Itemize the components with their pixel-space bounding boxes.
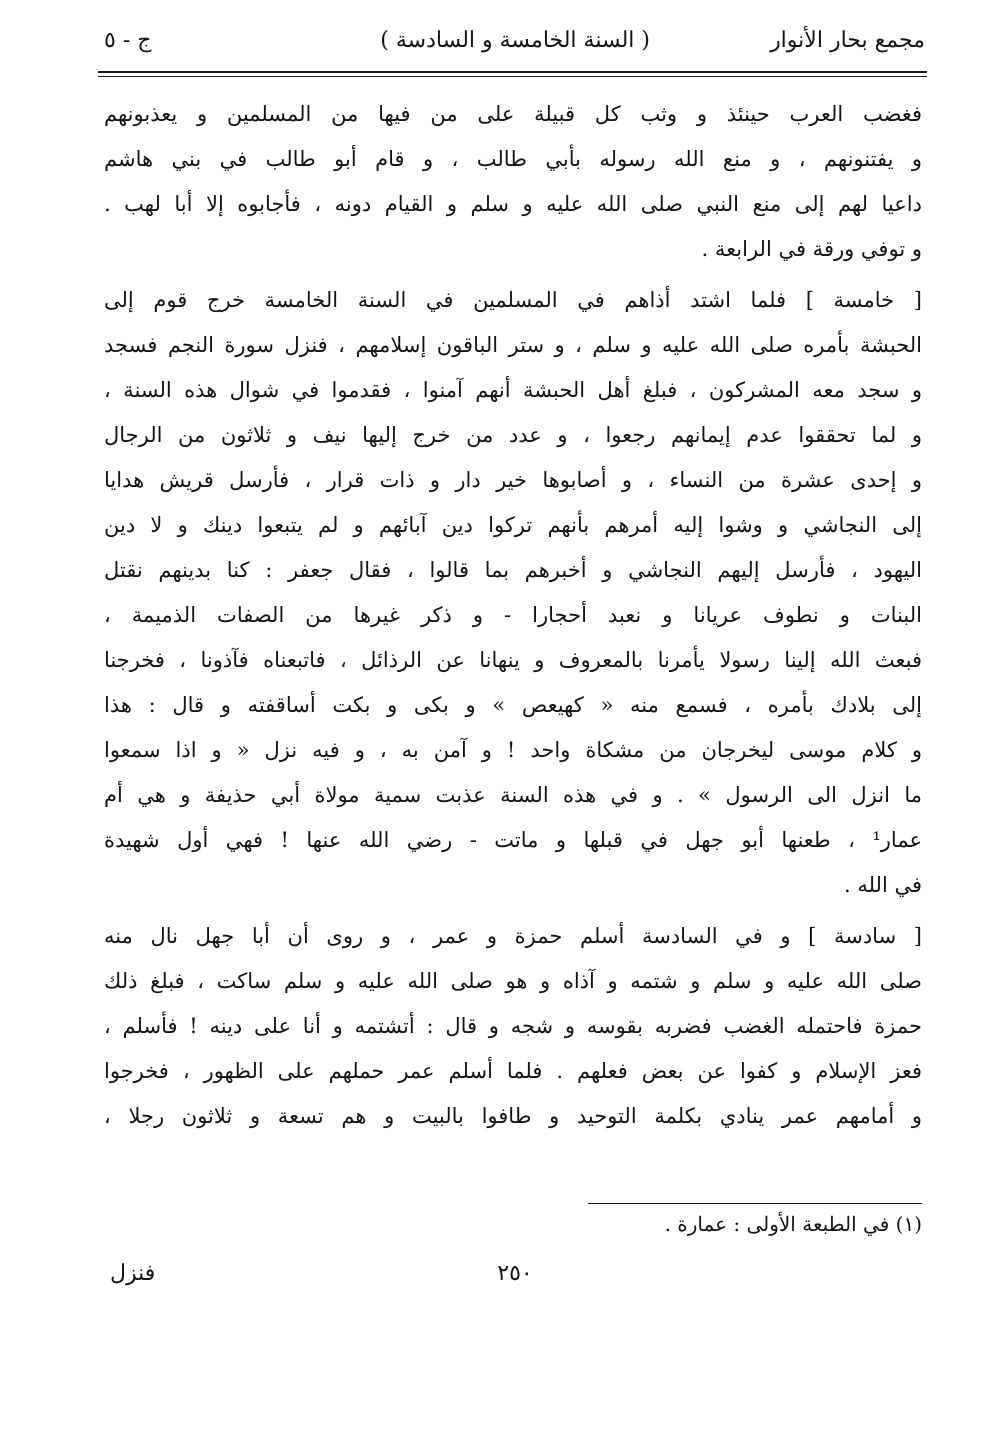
text-line: فعز الإسلام و كفوا عن بعض فعلهم . فلما أسلم عمر حملهم على الظهور ، فخرجوا xyxy=(104,1059,922,1083)
text-line: و كلام موسى ليخرجان من مشكاة واحد ! و آمن به ، و فيه نزل « و اذا سمعوا xyxy=(104,738,922,762)
footnote-rule xyxy=(588,1203,922,1204)
footnote: (١) في الطبعة الأولى : عمارة . xyxy=(664,1212,922,1236)
text-line: عمار¹ ، طعنها أبو جهل في قبلها و ماتت - رضي الله عنها ! فهي أول شهيدة xyxy=(104,828,922,852)
text-line: فبعث الله إلينا رسولا يأمرنا بالمعروف و ينهانا عن الرذائل ، فاتبعناه فآذونا ، فخرجنا xyxy=(104,648,922,672)
text-line: و أمامهم عمر ينادي بكلمة التوحيد و طافوا بالبيت و هم تسعة و ثلاثون رجلا ، xyxy=(104,1104,922,1128)
text-line: و لما تحققوا عدم إيمانهم رجعوا ، و عدد من خرج إليها نيف و ثلاثون من الرجال xyxy=(104,423,922,447)
text-line: و توفي ورقة في الرابعة . xyxy=(701,237,922,261)
text-line: و سجد معه المشركون ، فبلغ أهل الحبشة أنهم آمنوا ، فقدموا في شوال هذه السنة ، xyxy=(104,378,922,402)
section-title: ( السنة الخامسة و السادسة ) xyxy=(380,28,650,53)
text-line: فغضب العرب حينئذ و وثب كل قبيلة على من فيها من المسلمين و يعذبونهم xyxy=(104,102,922,126)
text-line: صلى الله عليه و سلم و شتمه و آذاه و هو صلى الله عليه و سلم ساكت ، فبلغ ذلك xyxy=(104,969,922,993)
text-line: اليهود ، فأرسل إليهم النجاشي و أخبرهم بما قالوا ، فقال جعفر : كنا بدينهم نقتل xyxy=(104,558,922,582)
text-line: البنات و نطوف عريانا و نعبد أحجارا - و ذكر غيرها من الصفات الذميمة ، xyxy=(104,603,922,627)
text-line: في الله . xyxy=(843,873,922,897)
text-line: و يفتنونهم ، و منع الله رسوله بأبي طالب ، و قام أبو طالب في بني هاشم xyxy=(104,147,922,171)
text-line: حمزة فاحتمله الغضب فضربه بقوسه و شجه و قال : أتشتمه و أنا على دينه ! فأسلم ، xyxy=(104,1014,922,1038)
running-header xyxy=(100,22,925,66)
text-line: ما انزل الى الرسول » . و في هذه السنة عذبت سمية مولاة أبي حذيفة و هي أم xyxy=(104,783,922,807)
text-line: الحبشة بأمره صلى الله عليه و سلم ، و ستر الباقون إسلامهم ، فنزل سورة النجم فسجد xyxy=(104,333,922,357)
text-line: إلى بلادك بأمره ، فسمع منه « كهيعص » و بكى و بكت أساقفته و قال : هذا xyxy=(104,693,922,717)
volume-number: ج - ٥ xyxy=(104,28,152,53)
text-line: [ سادسة ] و في السادسة أسلم حمزة و عمر ، و روى أن أبا جهل نال منه xyxy=(104,924,922,948)
header-rule xyxy=(98,71,927,73)
page-number: ٢٥٠ xyxy=(497,1261,533,1286)
text-line: إلى النجاشي و وشوا إليه أمرهم بأنهم تركوا دين آبائهم و لم يتبعوا دينك و لا دين xyxy=(104,513,922,537)
text-line: [ خامسة ] فلما اشتد أذاهم في المسلمين في السنة الخامسة خرج قوم إلى xyxy=(104,288,922,312)
catchword: فنزل xyxy=(110,1261,156,1286)
header-rule-thin xyxy=(98,76,927,77)
main-text xyxy=(104,92,922,1139)
text-line: داعيا لهم إلى منع النبي صلى الله عليه و سلم و القيام دونه ، فأجابوه إلا أبا لهب . xyxy=(104,192,922,216)
book-title: مجمع بحار الأنوار xyxy=(770,28,925,53)
text-line: و إحدى عشرة من النساء ، و أصابوها خير دار و ذات قرار ، فأرسل قريش هدايا xyxy=(104,468,922,492)
